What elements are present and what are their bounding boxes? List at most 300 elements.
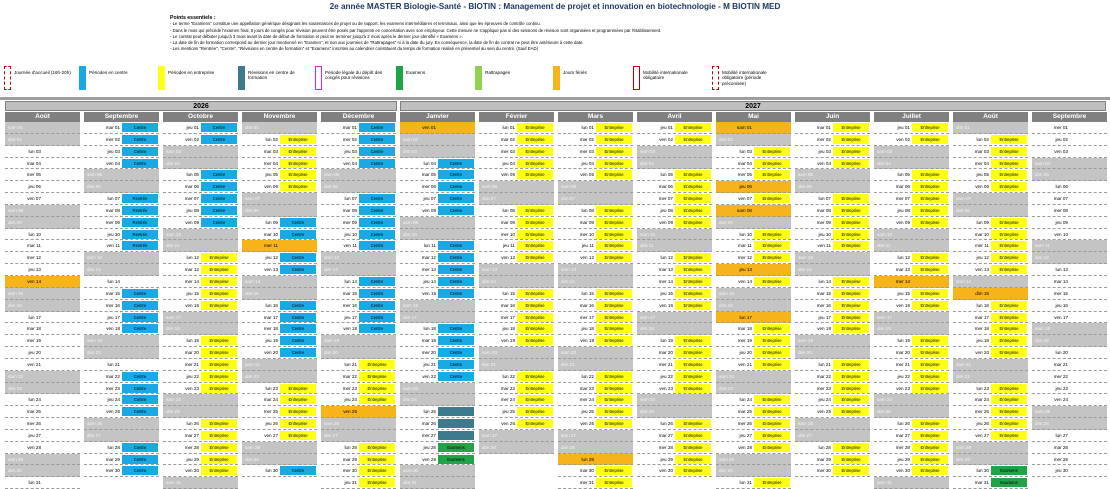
day-row [400, 418, 475, 430]
day-label: mer 18 [974, 326, 989, 332]
activity-cell: Entreprise [833, 123, 869, 132]
activity-cell: Entreprise [517, 301, 553, 310]
month-header: Mai [716, 112, 791, 122]
legend-label: Jours fériés [563, 70, 587, 75]
day-label: lun 28 [107, 444, 120, 450]
legend-swatch [158, 66, 165, 90]
day-label: jeu 06 [28, 184, 41, 190]
day-row [795, 442, 870, 454]
day-row [84, 122, 159, 134]
day-label: sam 13 [561, 267, 577, 273]
month-header: Juin [795, 112, 870, 122]
day-row [5, 442, 80, 454]
legend-label: Journée d'accueil (16h-20h) [14, 70, 71, 75]
day-row [558, 335, 633, 347]
activity-cell: Centre [122, 384, 158, 393]
day-label: ven 06 [264, 184, 278, 190]
day-label: ven 03 [1054, 148, 1068, 154]
activity-cell: Entreprise [833, 301, 869, 310]
day-label: sam 22 [8, 373, 24, 379]
day-row [84, 406, 159, 418]
day-row [874, 371, 949, 383]
day-row [321, 229, 396, 241]
day-label: mer 07 [184, 196, 199, 202]
day-label: mar 01 [105, 125, 120, 130]
legend-swatch [79, 66, 86, 90]
day-label: mer 23 [816, 385, 831, 391]
day-row [953, 205, 1028, 217]
day-label: mar 21 [1053, 361, 1068, 367]
day-row [1032, 122, 1107, 134]
day-label: lun 22 [581, 373, 594, 379]
day-label: mer 11 [975, 243, 989, 249]
day-label: sam 03 [640, 148, 656, 154]
day-row [84, 169, 159, 181]
activity-cell: Centre [359, 135, 395, 144]
day-label: mar 15 [816, 290, 831, 296]
activity-cell: Entreprise [833, 241, 869, 250]
day-label: sam 17 [640, 314, 656, 320]
day-label: lun 03 [28, 148, 41, 154]
activity-cell: Centre [122, 147, 158, 156]
activity-cell [438, 431, 474, 440]
day-row [321, 134, 396, 146]
day-row [5, 477, 80, 489]
day-row [321, 122, 396, 134]
activity-cell: Entreprise [517, 230, 553, 239]
day-row [5, 394, 80, 406]
day-row [716, 122, 791, 134]
day-label: lun 08 [581, 207, 594, 213]
day-row [953, 181, 1028, 193]
day-label: lun 28 [344, 444, 357, 450]
day-label: dim 25 [166, 409, 180, 415]
legend-label: Rattrapages [485, 70, 511, 75]
day-row [163, 276, 238, 288]
day-label: dim 28 [561, 444, 575, 450]
day-row [84, 181, 159, 193]
day-label: lun 11 [423, 243, 436, 249]
day-label: sam 12 [798, 255, 814, 261]
activity-cell: Entreprise [912, 360, 948, 369]
day-label: sam 31 [877, 480, 893, 486]
day-label: ven 14 [27, 278, 41, 284]
day-row [558, 169, 633, 181]
day-label: mer 03 [500, 148, 515, 154]
activity-cell: Entreprise [991, 230, 1027, 239]
day-label: mer 10 [500, 231, 515, 237]
day-row [637, 122, 712, 134]
day-label: jeu 12 [265, 255, 278, 261]
day-label: mer 02 [342, 136, 357, 142]
day-label: sam 24 [166, 397, 182, 403]
activity-cell: Examens [438, 443, 474, 452]
activity-cell: Entreprise [833, 194, 869, 203]
day-row [5, 430, 80, 442]
activity-cell: Centre [201, 218, 237, 227]
day-row [874, 158, 949, 170]
day-label: lun 31 [28, 480, 41, 486]
day-row [242, 430, 317, 442]
day-label: jeu 02 [1055, 136, 1068, 142]
day-label: dim 29 [956, 456, 970, 462]
day-row [795, 252, 870, 264]
note-line: - Dans le mois qui précède l'examen final, 5 jours de congés pour révision peuvent être posés par l'apprenti en concertation avec son employeur. Cette mesure ne s'applique pas si des sessions de révision sont organisées et programmées par l'établissement. [170, 27, 662, 33]
day-label: sam 17 [166, 314, 182, 320]
day-row [953, 252, 1028, 264]
day-label: lun 02 [265, 136, 278, 142]
month-header: Novembre [242, 112, 317, 122]
day-row [242, 465, 317, 477]
activity-cell: Entreprise [912, 443, 948, 452]
day-row [479, 394, 554, 406]
day-label: lun 09 [976, 219, 989, 225]
day-row [163, 430, 238, 442]
day-row [1032, 394, 1107, 406]
activity-cell: Entreprise [833, 372, 869, 381]
day-label: sam 31 [166, 480, 182, 486]
day-row [242, 229, 317, 241]
day-row [874, 465, 949, 477]
day-row [163, 240, 238, 252]
activity-cell: Centre [122, 466, 158, 475]
day-row [558, 406, 633, 418]
day-row [321, 371, 396, 383]
activity-cell: Centre [201, 123, 237, 132]
activity-cell: Entreprise [201, 336, 237, 345]
month-header: Octobre [163, 112, 238, 122]
day-row [716, 383, 791, 395]
day-row [163, 181, 238, 193]
activity-cell: Entreprise [833, 455, 869, 464]
day-label: dim 07 [561, 196, 575, 202]
day-row [558, 465, 633, 477]
day-row [1032, 430, 1107, 442]
day-label: sam 17 [877, 314, 893, 320]
month-header: Septembre [84, 112, 159, 122]
day-label: ven 16 [896, 302, 910, 308]
day-label: dim 09 [8, 219, 22, 225]
day-label: jeu 22 [897, 373, 910, 379]
activity-cell: Entreprise [359, 395, 395, 404]
activity-cell: Entreprise [991, 135, 1027, 144]
day-row [874, 252, 949, 264]
activity-cell: Entreprise [912, 372, 948, 381]
activity-cell: Entreprise [517, 419, 553, 428]
day-row [558, 394, 633, 406]
activity-cell: Centre [122, 443, 158, 452]
day-row [637, 323, 712, 335]
legend-label: Période légale du dépôt des congés pour révisions [325, 70, 383, 81]
day-row [321, 454, 396, 466]
day-label: mar 27 [895, 432, 910, 438]
day-row [84, 158, 159, 170]
day-label: mar 29 [816, 456, 831, 462]
activity-cell: Entreprise [675, 265, 711, 274]
day-row [400, 264, 475, 276]
activity-cell: Centre [438, 170, 474, 179]
activity-cell: Entreprise [754, 348, 790, 357]
day-row [716, 477, 791, 489]
activity-cell: Entreprise [754, 419, 790, 428]
activity-cell: Entreprise [833, 313, 869, 322]
day-row [84, 347, 159, 359]
month-column [874, 112, 949, 489]
day-label: mer 09 [342, 219, 357, 225]
activity-cell: Entreprise [912, 170, 948, 179]
day-row [479, 134, 554, 146]
day-label: ven 18 [106, 326, 120, 332]
day-row [400, 276, 475, 288]
day-label: dim 13 [324, 267, 338, 273]
day-row [637, 335, 712, 347]
day-label: mer 09 [816, 219, 831, 225]
day-row [163, 264, 238, 276]
day-row [953, 383, 1028, 395]
activity-cell: Entreprise [675, 253, 711, 262]
month-column [795, 112, 870, 477]
activity-cell: Centre [359, 230, 395, 239]
year-header-2026: 2026 [5, 101, 397, 111]
activity-cell: Entreprise [201, 360, 237, 369]
day-label: ven 27 [975, 432, 989, 438]
day-label: jeu 06 [739, 184, 752, 190]
day-label: mer 10 [579, 231, 594, 237]
activity-cell: Entreprise [991, 419, 1027, 428]
day-label: lun 19 [186, 338, 199, 344]
day-row [84, 193, 159, 205]
day-row [479, 229, 554, 241]
day-row [242, 454, 317, 466]
activity-cell: Entreprise [517, 159, 553, 168]
day-label: mar 22 [816, 373, 831, 379]
day-row [479, 276, 554, 288]
day-row [5, 264, 80, 276]
day-row [5, 146, 80, 158]
activity-cell: Centre [201, 182, 237, 191]
day-label: jeu 12 [976, 255, 989, 261]
day-label: ven 22 [422, 373, 436, 379]
activity-cell: Entreprise [991, 431, 1027, 440]
day-label: mer 11 [264, 243, 278, 249]
day-label: dim 03 [403, 148, 417, 154]
day-row [558, 288, 633, 300]
day-row [479, 347, 554, 359]
day-row [163, 442, 238, 454]
day-row [795, 181, 870, 193]
day-label: ven 29 [422, 456, 436, 462]
day-label: jeu 16 [1055, 302, 1068, 308]
day-label: dim 26 [1035, 421, 1049, 427]
day-label: jeu 04 [502, 160, 515, 166]
day-label: dim 15 [245, 290, 259, 296]
day-label: sam 10 [640, 231, 656, 237]
day-label: lun 18 [423, 326, 436, 332]
day-label: dim 20 [87, 350, 101, 356]
activity-cell: Entreprise [991, 182, 1027, 191]
day-label: dim 21 [482, 361, 496, 367]
day-label: dim 04 [166, 160, 180, 166]
activity-cell: Entreprise [991, 265, 1027, 274]
activity-cell: Entreprise [675, 372, 711, 381]
day-label: lun 19 [660, 338, 673, 344]
day-row [479, 240, 554, 252]
day-row [84, 134, 159, 146]
day-label: jeu 01 [186, 125, 199, 130]
activity-cell: Entreprise [280, 395, 316, 404]
activity-cell: Entreprise [596, 253, 632, 262]
activity-cell: Entreprise [517, 395, 553, 404]
day-label: sam 20 [561, 350, 577, 356]
activity-cell: Entreprise [596, 466, 632, 475]
legend-swatch [315, 66, 322, 90]
activity-cell: Entreprise [754, 194, 790, 203]
day-label: jeu 23 [1055, 385, 1068, 391]
day-row [637, 288, 712, 300]
activity-cell: Entreprise [754, 443, 790, 452]
day-label: mer 21 [658, 361, 673, 367]
day-row [163, 193, 238, 205]
day-row [953, 323, 1028, 335]
day-label: jeu 10 [344, 231, 357, 237]
legend-label: Mobilité internationale obligatoire (période préconisée) [722, 70, 767, 86]
day-row [953, 312, 1028, 324]
day-label: mer 08 [1053, 207, 1068, 213]
activity-cell: Centre [438, 324, 474, 333]
activity-cell: Entreprise [991, 324, 1027, 333]
activity-cell: Entreprise [754, 241, 790, 250]
day-label: mar 30 [579, 468, 594, 474]
day-row [716, 134, 791, 146]
day-label: sam 26 [798, 421, 814, 427]
day-label: mar 09 [579, 219, 594, 225]
day-row [874, 418, 949, 430]
day-label: ven 28 [738, 444, 752, 450]
day-row [5, 359, 80, 371]
day-row [400, 347, 475, 359]
activity-cell: Centre [280, 313, 316, 322]
day-row [242, 323, 317, 335]
activity-cell: Entreprise [675, 218, 711, 227]
day-label: mar 22 [105, 373, 120, 379]
activity-cell: Entreprise [359, 478, 395, 487]
day-row [953, 394, 1028, 406]
activity-cell: Centre [122, 289, 158, 298]
day-row [242, 442, 317, 454]
day-label: ven 25 [106, 409, 120, 415]
day-label: ven 06 [975, 184, 989, 190]
activity-cell: Centre [438, 253, 474, 262]
activity-cell: Entreprise [596, 478, 632, 487]
day-label: dim 31 [403, 480, 417, 486]
day-row [163, 383, 238, 395]
activity-cell: Entreprise [912, 289, 948, 298]
page-title: 2e année MASTER Biologie-Santé - BIOTIN : Management de projet et innovation en biotechnologie - M BIOTIN MED [329, 2, 781, 11]
day-label: ven 05 [501, 172, 515, 178]
day-label: jeu 22 [186, 373, 199, 379]
day-row [400, 465, 475, 477]
day-label: mer 28 [184, 444, 199, 450]
activity-cell: Centre [122, 372, 158, 381]
day-row [84, 146, 159, 158]
day-row [1032, 276, 1107, 288]
day-label: lun 26 [186, 421, 199, 427]
day-row [163, 406, 238, 418]
day-label: mer 23 [342, 385, 357, 391]
activity-cell: Rentrée [122, 206, 158, 215]
day-label: mar 13 [184, 267, 199, 273]
day-row [84, 335, 159, 347]
activity-cell: Centre [122, 395, 158, 404]
day-row [84, 383, 159, 395]
day-label: lun 13 [1055, 267, 1068, 273]
day-row [1032, 193, 1107, 205]
day-label: mar 25 [26, 409, 41, 415]
day-row [242, 169, 317, 181]
day-label: dim 02 [8, 136, 22, 142]
day-label: mer 25 [263, 409, 278, 415]
day-label: mar 03 [974, 148, 989, 154]
day-row [1032, 347, 1107, 359]
month-header: Juillet [874, 112, 949, 122]
day-label: jeu 19 [265, 338, 278, 344]
activity-cell: Entreprise [833, 324, 869, 333]
day-label: mar 20 [184, 350, 199, 356]
activity-cell: Entreprise [912, 466, 948, 475]
day-label: sam 04 [1035, 160, 1051, 166]
day-label: mar 24 [974, 397, 989, 403]
day-label: jeu 19 [976, 338, 989, 344]
day-row [795, 465, 870, 477]
day-row [1032, 134, 1107, 146]
activity-cell: Centre [280, 336, 316, 345]
day-label: jeu 17 [344, 314, 357, 320]
day-row [400, 430, 475, 442]
activity-cell: Entreprise [280, 170, 316, 179]
day-label: jeu 04 [581, 160, 594, 166]
day-label: mer 30 [816, 468, 831, 474]
day-row [716, 205, 791, 217]
activity-cell: Entreprise [754, 253, 790, 262]
day-label: jeu 25 [502, 409, 515, 415]
day-row [479, 193, 554, 205]
month-column [163, 112, 238, 489]
day-row [953, 217, 1028, 229]
activity-cell: Centre [280, 466, 316, 475]
day-row [637, 181, 712, 193]
day-label: ven 04 [817, 160, 831, 166]
activity-cell: Entreprise [201, 419, 237, 428]
legend [0, 66, 1110, 96]
legend-label: Périodes en centre [89, 70, 128, 75]
day-label: dim 19 [1035, 338, 1049, 344]
day-row [716, 454, 791, 466]
activity-cell: Entreprise [754, 277, 790, 286]
day-label: ven 15 [422, 290, 436, 296]
day-row [479, 252, 554, 264]
day-row [479, 312, 554, 324]
legend-label: Examens [406, 70, 426, 75]
day-row [637, 229, 712, 241]
day-row [558, 252, 633, 264]
day-row [479, 158, 554, 170]
day-row [84, 288, 159, 300]
day-label: mar 29 [342, 456, 357, 462]
activity-cell: Entreprise [833, 147, 869, 156]
activity-cell: Entreprise [912, 419, 948, 428]
day-label: mar 13 [658, 267, 673, 273]
day-label: ven 09 [185, 219, 199, 225]
